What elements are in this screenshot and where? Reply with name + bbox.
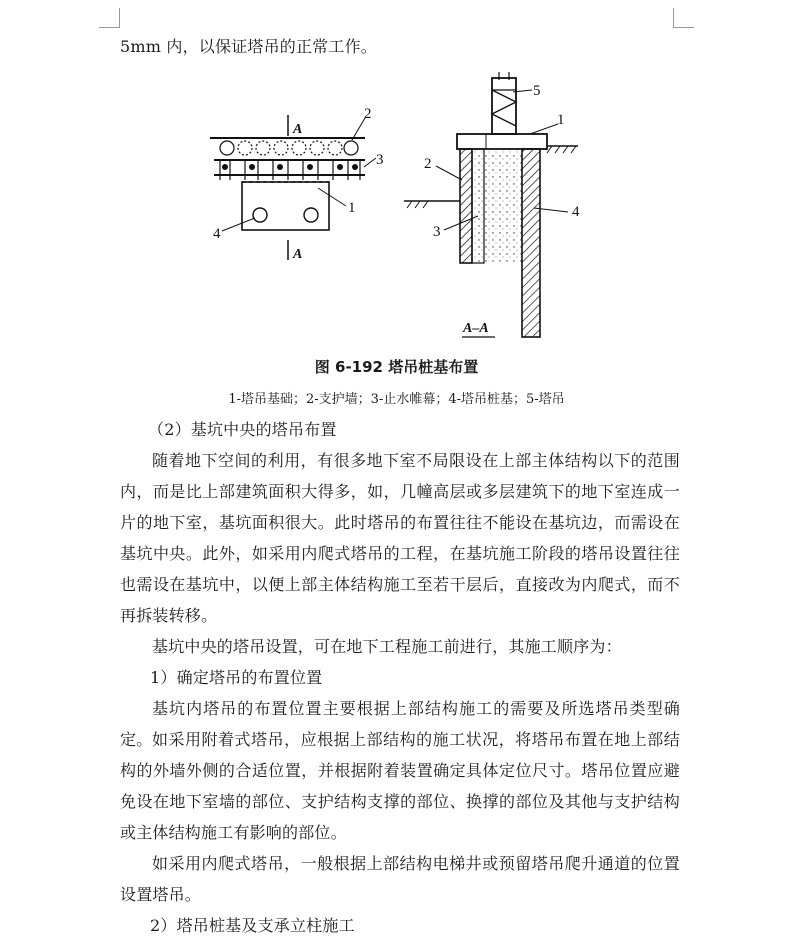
paragraph-5: 如采用内爬式塔吊，一般根据上部结构电梯井或预留塔吊爬升通道的位置设置塔吊。: [120, 854, 680, 904]
plan-section-bottom-label: A: [293, 247, 303, 262]
step-2-heading: 2）塔吊桩基及支承立柱施工: [150, 916, 355, 935]
plan-label-1: 1: [348, 200, 356, 216]
plan-label-4: 4: [213, 226, 221, 242]
section-label-2: 2: [424, 156, 432, 172]
section-label-5: 5: [533, 83, 541, 99]
crop-mark-left: [119, 8, 120, 28]
figure-legend: 1-塔吊基础；2-支护墙；3-止水帷幕；4-塔吊桩基；5-塔吊: [228, 392, 565, 407]
plan-label-3: 3: [376, 152, 384, 168]
section-heading-2: （2）基坑中央的塔吊布置: [148, 420, 337, 439]
figure-section-view: [400, 70, 600, 350]
section-title: A–A: [463, 321, 489, 336]
paragraph-1: 随着地下空间的利用，有很多地下室不局限设在上部主体结构以下的范围内，而是比上部建筑面积大得多，如，几幢高层或多层建筑下的地下室连成一片的地下室，基坑面积很大。此时塔吊的布置往往不能设在基坑边，而需设在基坑中央。此外，如采用内爬式塔吊的工程，在基坑施工阶段的塔吊设置往往也需设在基坑中，以便上部主体结构施工至若干层后，直接改为内爬式，而不再拆装转移。: [120, 451, 680, 625]
figure-caption: 图 6-192 塔吊桩基布置: [314, 358, 479, 376]
step-1-heading: 1）确定塔吊的布置位置: [150, 668, 323, 687]
figure-plan-view: [200, 100, 400, 270]
top-line: 5mm 内，以保证塔吊的正常工作。: [120, 37, 378, 56]
crop-mark-left-h: [99, 27, 119, 28]
plan-label-2: 2: [364, 106, 372, 122]
crop-mark-right: [673, 8, 674, 28]
plan-section-top-label: A: [293, 122, 303, 137]
section-label-4: 4: [572, 204, 580, 220]
crop-mark-right-h: [674, 27, 694, 28]
paragraph-2: 基坑中央的塔吊设置，可在地下工程施工前进行，其施工顺序为：: [152, 637, 622, 656]
paragraph-4: 如采用附着式塔吊，应根据上部结构的施工状况，将塔吊布置在地上部结构的外墙外侧的合适位置，并根据附着装置确定具体定位尺寸。塔吊位置应避免设在地下室墙的部位、支护结构支撑的部位、换撑的部位及其他与支护结构或主体结构施工有影响的部位。: [120, 730, 680, 842]
section-label-1: 1: [557, 112, 565, 128]
paragraph-3: 基坑内塔吊的布置位置主要根据上部结构施工的需要及所选塔吊类型确定。: [120, 699, 680, 749]
section-label-3: 3: [433, 224, 441, 240]
